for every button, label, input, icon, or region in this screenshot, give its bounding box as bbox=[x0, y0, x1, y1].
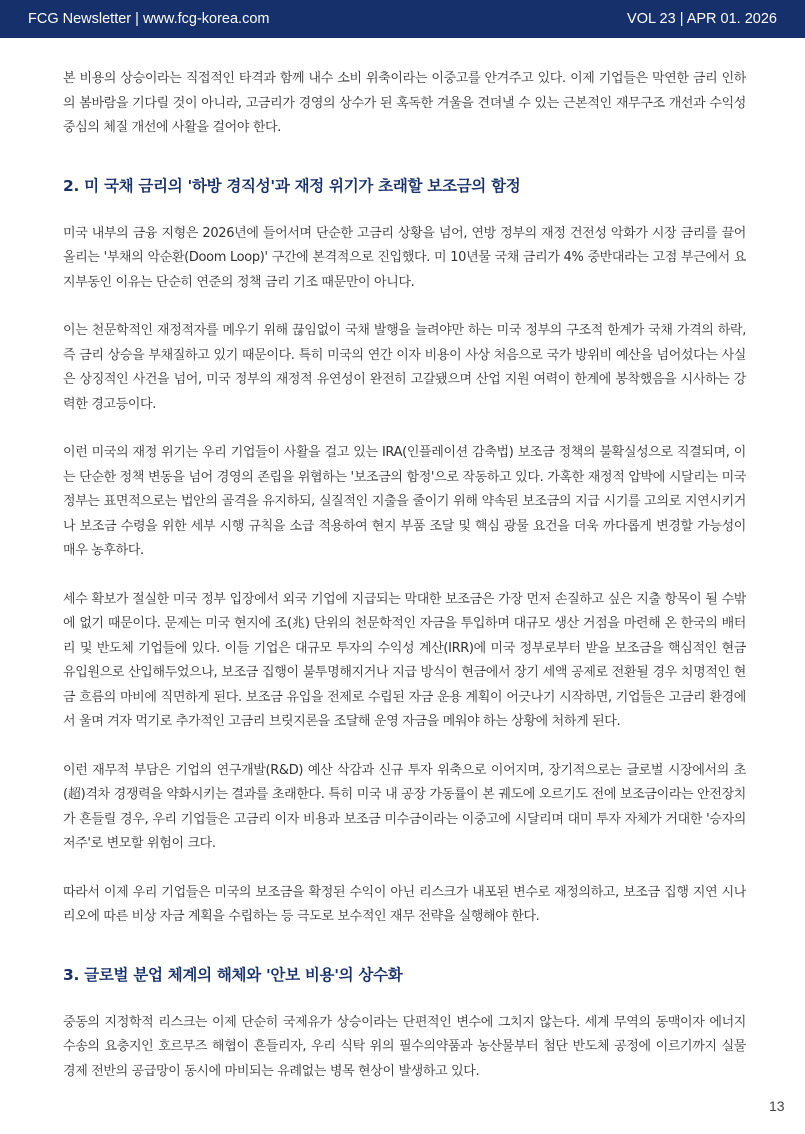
page-number: 13 bbox=[769, 1098, 785, 1114]
paragraph: 따라서 이제 우리 기업들은 미국의 보조금을 확정된 수익이 아닌 리스크가 내포된 변수로 재정의하고, 보조금 집행 지연 시나리오에 따른 비상 자금 계획을 수립하는 등 극도로 보수적인 재무 전략을 실행해야 한다. bbox=[63, 884, 746, 924]
section-heading: 3. 글로벌 분업 체계의 해체와 '안보 비용'의 상수화 bbox=[63, 965, 403, 984]
paragraph: 미국 내부의 금융 지형은 2026년에 들어서며 단순한 고금리 상황을 넘어, 연방 정부의 재정 건전성 악화가 시장 금리를 끌어올리는 '부채의 악순환(Doom Loop)' 구간에 본격적으로 진입했다. 미 10년물 국채 금리가 4% 중반대라는 고점 부근에서 요지부동인 이유는 단순히 연준의 정책 금리 기조 때문만이 아니다. bbox=[63, 225, 746, 290]
issue-label: VOL 23 | APR 01. 2026 bbox=[627, 11, 777, 27]
paragraph: 본 비용의 상승이라는 직접적인 타격과 함께 내수 소비 위축이라는 이중고를 안겨주고 있다. 이제 기업들은 막연한 금리 인하의 봄바람을 기다릴 것이 아니라, 고금리가 경영의 상수가 된 혹독한 겨울을 견뎌낼 수 있는 근본적인 재무구조 개선과 수익성 중심의 체질 개선에 사활을 걸어야 한다. bbox=[63, 71, 746, 135]
section-heading: 2. 미 국채 금리의 '하방 경직성'과 재정 위기가 초래할 보조금의 함정 bbox=[63, 176, 521, 195]
newsletter-site-label: FCG Newsletter | www.fcg-korea.com bbox=[28, 11, 270, 27]
paragraph: 이런 재무적 부담은 기업의 연구개발(R&D) 예산 삭감과 신규 투자 위축으로 이어지며, 장기적으로는 글로벌 시장에서의 초(超)격차 경쟁력을 약화시키는 결과를 초래한다. 특히 미국 내 공장 가동률이 본 궤도에 오르기도 전에 보조금이라는 안전장치가 흔들릴 경우, 우리 기업들은 고금리 이자 비용과 보조금 미수금이라는 이중고에 시달리며 대미 투자 자체가 거대한 '승자의 저주'로 변모할 위험이 크다. bbox=[63, 762, 746, 851]
newsletter-header-bar bbox=[0, 0, 805, 38]
article-body bbox=[63, 67, 746, 1084]
paragraph: 이는 천문학적인 재정적자를 메우기 위해 끊임없이 국채 발행을 늘려야만 하는 미국 정부의 구조적 한계가 국채 가격의 하락, 즉 금리 상승을 부채질하고 있기 때문이다. 특히 미국의 연간 이자 비용이 사상 처음으로 국가 방위비 예산을 넘어섰다는 사실은 상징적인 사건을 넘어, 미국 정부의 재정적 유연성이 완전히 고갈됐으며 산업 지원 여력이 한계에 봉착했음을 시사하는 강력한 경고등이다. bbox=[63, 323, 746, 412]
paragraph: 세수 확보가 절실한 미국 정부 입장에서 외국 기업에 지급되는 막대한 보조금은 가장 먼저 손질하고 싶은 지출 항목이 될 수밖에 없기 때문이다. 문제는 미국 현지에 조(兆) 단위의 천문학적인 자금을 투입하며 대규모 생산 거점을 마련해 온 한국의 배터리 및 반도체 기업들에 있다. 이들 기업은 대규모 투자의 수익성 계산(IRR)에 미국 정부로부터 받을 보조금을 핵심적인 현금 유입원으로 산입해두었으나, 보조금 집행이 불투명해지거나 지급 방식이 현금에서 장기 세액 공제로 전환될 경우 치명적인 현금 흐름의 마비에 직면하게 된다. 보조금 유입을 전제로 수립된 자금 운용 계획이 어긋나기 시작하면, 기업들은 고금리 환경에서 울며 겨자 먹기로 추가적인 고금리 브릿지론을 조달해 운영 자금을 메워야 하는 상황에 처하게 된다. bbox=[63, 591, 746, 729]
paragraph: 중동의 지정학적 리스크는 이제 단순히 국제유가 상승이라는 단편적인 변수에 그치지 않는다. 세계 무역의 동맥이자 에너지 수송의 요충지인 호르무즈 해협이 흔들리자, 우리 식탁 위의 필수의약품과 농산물부터 첨단 반도체 공정에 이르기까지 실물 경제 전반의 공급망이 동시에 마비되는 유례없는 병목 현상이 발생하고 있다. bbox=[63, 1014, 746, 1079]
paragraph: 이런 미국의 재정 위기는 우리 기업들이 사활을 걸고 있는 IRA(인플레이션 감축법) 보조금 정책의 불확실성으로 직결되며, 이는 단순한 정책 변동을 넘어 경영의 존립을 위협하는 '보조금의 함정'으로 작동하고 있다. 가혹한 재정적 압박에 시달리는 미국 정부는 표면적으로는 법안의 골격을 유지하되, 실질적인 지출을 줄이기 위해 약속된 보조금의 지급 시기를 고의로 지연시키거나 보조금 수령을 위한 세부 시행 규칙을 소급 적용하여 현지 부품 조달 및 핵심 광물 요건을 더욱 까다롭게 변경할 가능성이 매우 농후하다. bbox=[63, 445, 746, 558]
